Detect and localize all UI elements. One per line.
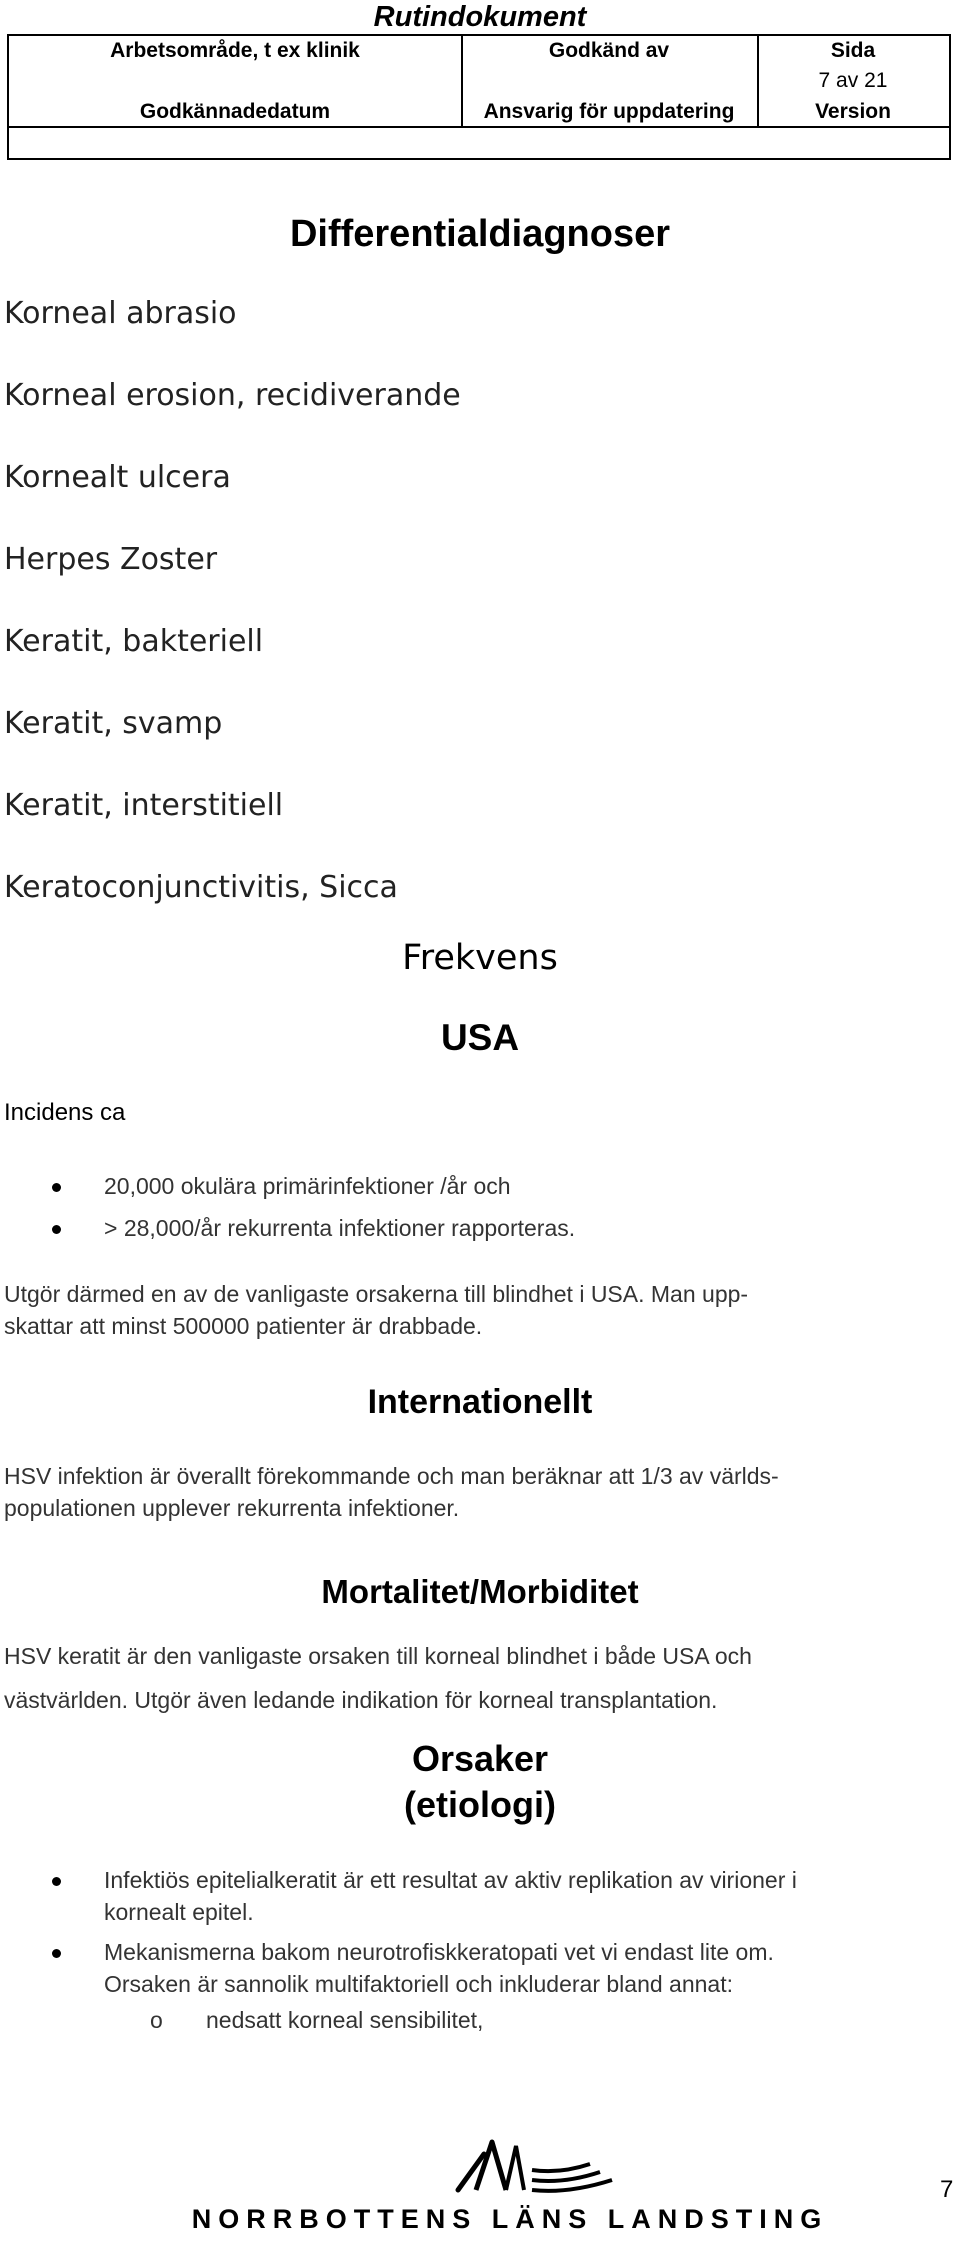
diagnosis-item: Kornealt ulcera xyxy=(4,460,231,495)
list-item-line: Infektiös epitelialkeratit är ett resultat av aktiv replikation av virioner i xyxy=(104,1867,797,1893)
sub-bullet-marker: o xyxy=(150,2007,163,2033)
diagnosis-item: Korneal erosion, recidiverande xyxy=(4,378,461,413)
diagnosis-item: Keratit, svamp xyxy=(4,706,223,741)
bullet-icon xyxy=(52,1225,61,1234)
international-paragraph xyxy=(4,1460,954,1524)
list-item-line: kornealt epitel. xyxy=(104,1899,254,1925)
list-item-text xyxy=(104,1864,954,1928)
differential-diagnoses-heading xyxy=(0,212,960,256)
list-item xyxy=(0,1936,960,2004)
list-item xyxy=(0,1864,960,1936)
paragraph-line: västvärlden. Utgör även ledande indikation för korneal transplantation. xyxy=(4,1687,718,1713)
paragraph-line: skattar att minst 500000 patienter är drabbade. xyxy=(4,1313,483,1339)
causes-heading-line: Orsaker xyxy=(411,1738,549,1779)
diagnosis-item: Keratit, interstitiell xyxy=(4,788,284,823)
list-item xyxy=(0,1212,960,1254)
bullet-icon xyxy=(52,1949,61,1958)
document-title: Rutindokument xyxy=(373,1,587,33)
landsting-logo-icon xyxy=(440,2136,640,2200)
header-page-count: 7 av 21 xyxy=(818,69,888,92)
incidence-label: Incidens ca xyxy=(4,1099,126,1126)
diagnosis-item: Keratit, bakteriell xyxy=(4,624,264,659)
header-responsible-label: Ansvarig för uppdatering xyxy=(483,100,735,123)
paragraph-line: HSV keratit är den vanligaste orsaken till korneal blindhet i både USA och xyxy=(4,1643,752,1669)
usa-incidence-list xyxy=(0,1170,960,1254)
list-item-text: > 28,000/år rekurrenta infektioner rapporteras. xyxy=(104,1215,576,1241)
mortality-heading: Mortalitet/Morbiditet xyxy=(321,1573,639,1610)
causes-list xyxy=(0,1864,960,2040)
bullet-icon xyxy=(52,1183,61,1192)
list-item xyxy=(0,1170,960,1212)
header-approval-date-label: Godkännadedatum xyxy=(139,100,331,123)
header-row-divider xyxy=(9,126,949,128)
diagnosis-item: Keratoconjunctivitis, Sicca xyxy=(4,870,398,905)
list-item-text: 20,000 okulära primärinfektioner /år och xyxy=(104,1173,511,1199)
paragraph-line: Utgör därmed en av de vanligaste orsakerna till blindhet i USA. Man upp- xyxy=(4,1281,749,1307)
sub-list-item-text: nedsatt korneal sensibilitet, xyxy=(206,2007,484,2033)
paragraph-line: HSV infektion är överallt förekommande och man beräknar att 1/3 av världs- xyxy=(4,1463,779,1489)
list-item-line: Mekanismerna bakom neurotrofiskkeratopati vet vi endast lite om. xyxy=(104,1939,774,1965)
bullet-icon xyxy=(52,1877,61,1886)
header-work-area-label: Arbetsområde, t ex klinik xyxy=(110,39,360,62)
header-table xyxy=(7,34,951,160)
frequency-heading: Frekvens xyxy=(402,938,558,978)
header-version-label: Version xyxy=(815,100,891,123)
causes-heading xyxy=(0,1736,960,1828)
international-heading: Internationellt xyxy=(367,1383,593,1421)
paragraph-line: populationen upplever rekurrenta infektioner. xyxy=(4,1495,460,1521)
header-page-label: Sida xyxy=(830,39,876,62)
page-number: 7 xyxy=(940,2176,954,2203)
sub-list-item xyxy=(0,2004,960,2040)
causes-heading-line: (etiologi) xyxy=(404,1784,556,1825)
usa-paragraph xyxy=(4,1278,954,1342)
organization-name: NORRBOTTENS LÄNS LANDSTING xyxy=(191,2204,829,2234)
diagnosis-item: Korneal abrasio xyxy=(4,296,237,331)
mortality-paragraph xyxy=(4,1634,954,1722)
list-item-line: Orsaken är sannolik multifaktoriell och inkluderar bland annat: xyxy=(104,1971,733,1997)
usa-heading: USA xyxy=(440,1017,520,1058)
differential-diagnoses-text: Differentialdiagnoser xyxy=(289,213,671,255)
header-approved-by-label: Godkänd av xyxy=(548,39,670,62)
diagnosis-item: Herpes Zoster xyxy=(4,542,218,577)
list-item-text xyxy=(104,1936,954,2000)
